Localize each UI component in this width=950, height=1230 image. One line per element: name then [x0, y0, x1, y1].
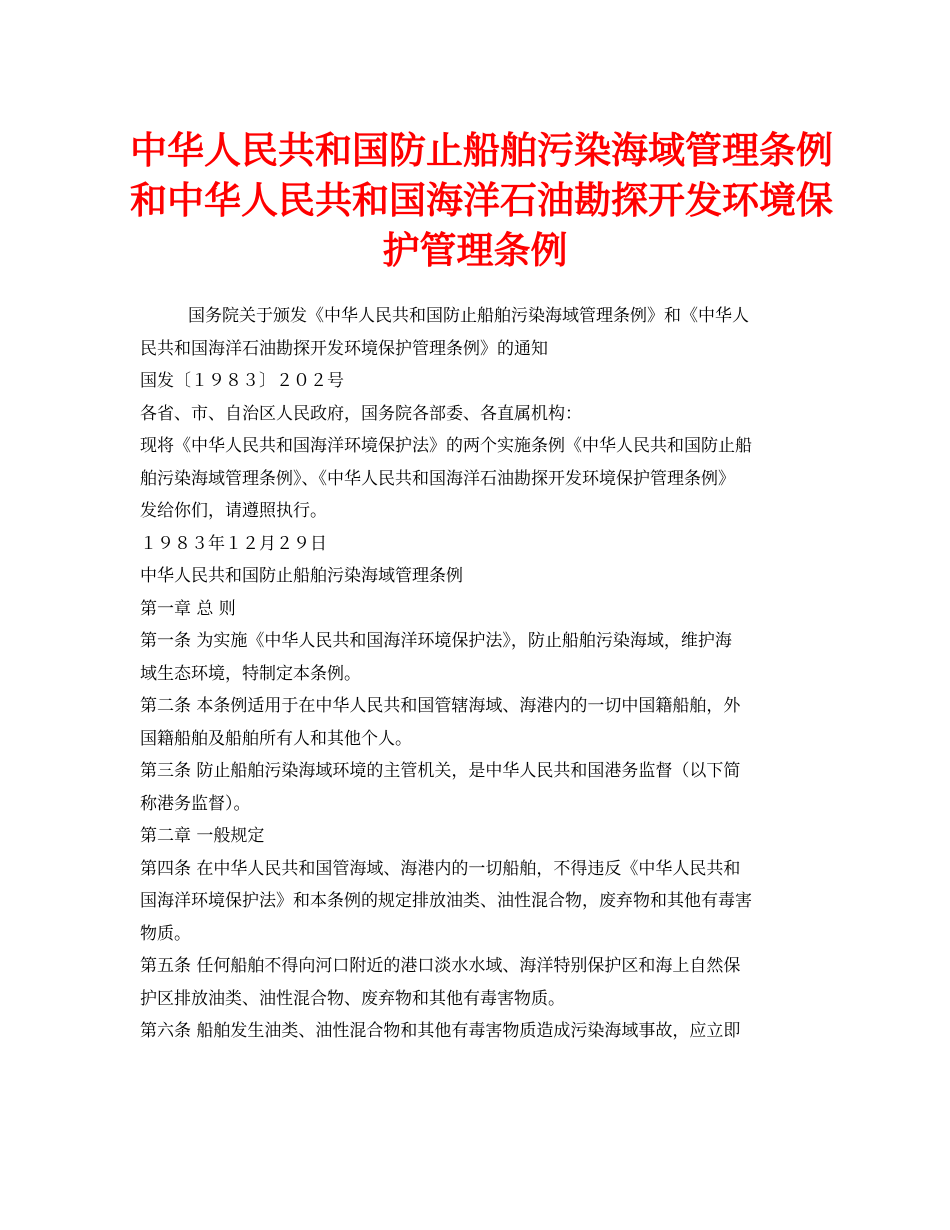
article-line: 第二条 本条例适用于在中华人民共和国管辖海域、海港内的一切中国籍船舶，外: [140, 696, 741, 716]
title-line-1: 中华人民共和国防止船舶污染海域管理条例: [130, 128, 833, 172]
document-title: [130, 125, 833, 275]
chapter-heading: 第二章 一般规定: [140, 826, 265, 846]
notice-heading-line-2: 民共和国海洋石油勘探开发环境保护管理条例》的通知: [140, 338, 548, 359]
document-number: 国发〔１９８３〕２０２号: [140, 371, 344, 391]
paragraph-line: 现将《中华人民共和国海洋环境保护法》的两个实施条例《中华人民共和国防止船: [140, 436, 752, 456]
article-line: 称港务监督）。: [140, 793, 251, 814]
document-body: [140, 300, 830, 1048]
issue-date: １９８３年１２月２９日: [140, 533, 327, 554]
title-line-3: 护管理条例: [382, 228, 568, 272]
regulation-title: 中华人民共和国防止船舶污染海域管理条例: [140, 566, 463, 586]
article-line: 第三条 防止船舶污染海域环境的主管机关，是中华人民共和国港务监督（以下简: [140, 761, 741, 781]
title-line-2: 和中华人民共和国海洋石油勘探开发环境保: [130, 178, 833, 222]
article-line: 第四条 在中华人民共和国管海域、海港内的一切船舶，不得违反《中华人民共和: [140, 858, 741, 879]
chapter-heading: 第一章 总 则: [140, 598, 236, 619]
article-line: 第五条 任何船舶不得向河口附近的港口淡水水域、海洋特别保护区和海上自然保: [140, 956, 741, 976]
article-line: 护区排放油类、油性混合物、废弃物和其他有毒害物质。: [140, 988, 565, 1009]
article-line: 第一条 为实施《中华人民共和国海洋环境保护法》，防止船舶污染海域，维护海: [140, 631, 732, 651]
notice-heading-line-1: 国务院关于颁发《中华人民共和国防止船舶污染海域管理条例》和《中华人: [188, 306, 749, 326]
paragraph-line: 发给你们，请遵照执行。: [140, 501, 327, 521]
article-line: 域生态环境，特制定本条例。: [140, 663, 361, 684]
paragraph-line: 舶污染海域管理条例》、《中华人民共和国海洋石油勘探开发环境保护管理条例》: [140, 468, 735, 489]
addressees: 各省、市、自治区人民政府，国务院各部委、各直属机构：: [140, 403, 582, 424]
article-line: 第六条 船舶发生油类、油性混合物和其他有毒害物质造成污染海域事故，应立即: [140, 1021, 741, 1041]
article-line: 国海洋环境保护法》和本条例的规定排放油类、油性混合物，废弃物和其他有毒害: [140, 891, 752, 911]
article-line: 物质。: [140, 923, 191, 944]
article-line: 国籍船舶及船舶所有人和其他个人。: [140, 728, 412, 749]
